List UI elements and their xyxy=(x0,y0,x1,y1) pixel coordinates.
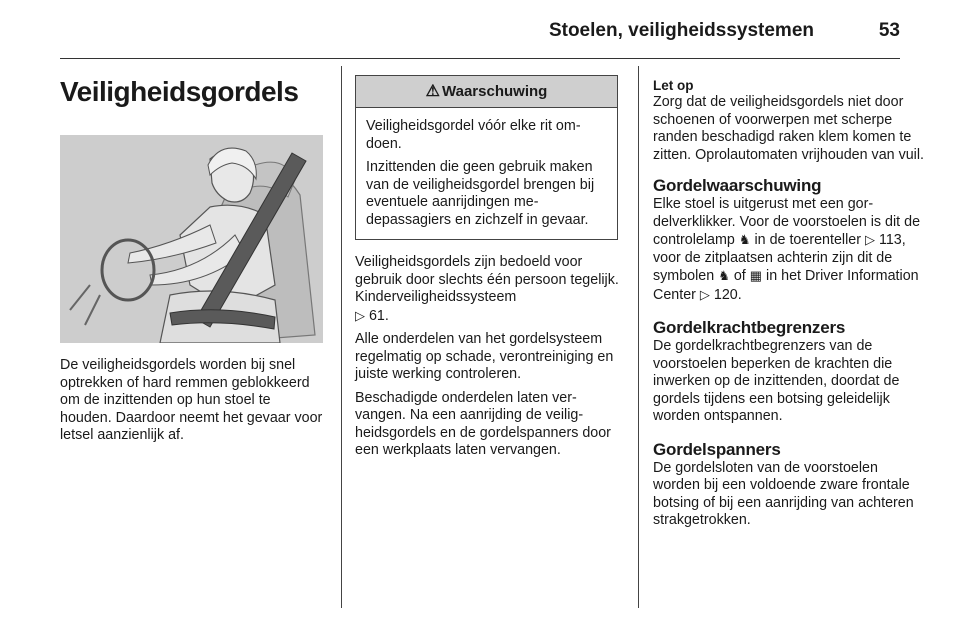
belt-warning-text-b: in de toerenteller xyxy=(754,232,861,248)
page-title: Stoelen, veiligheidssystemen xyxy=(548,20,814,41)
section-pretensioner-title: Gordelspanners xyxy=(653,439,781,459)
column-divider-1 xyxy=(341,66,342,608)
warning-box xyxy=(355,75,618,240)
rear-seat-symbol-icon: ▦ xyxy=(749,268,763,283)
belt-warning-text-c: in het Driver Information Center xyxy=(653,268,919,303)
seatbelt-lamp-icon: ♞ xyxy=(738,232,751,247)
section-force-limiter-text: De gordelkrachtbegrenzers van de voorstoelen beperken de krachten die inwerken op de inzittenden, doordat de gordels tijdens een botsing geleidelijk worden ontspannen. xyxy=(653,338,900,424)
warning-title: Waarschuwing xyxy=(442,83,548,100)
reference-arrow-icon: ▷ xyxy=(355,307,365,323)
page-header xyxy=(60,0,900,60)
section-heading: Veiligheidsgordels xyxy=(60,76,299,107)
page-reference[interactable]: 120. xyxy=(713,286,742,303)
warning-triangle-icon: ⚠ xyxy=(425,83,441,100)
belt-warning-text-a: Elke stoel is uitgerust met een gordelverklikker. Voor de voorstoelen is dit de controlelamp xyxy=(653,196,921,248)
seatbelt-illustration xyxy=(60,135,323,343)
column-3 xyxy=(653,66,924,530)
reference-arrow-icon: ▷ xyxy=(864,232,875,247)
warning-paragraph-1: Veiligheidsgordel vóór elke rit omdoen. xyxy=(366,118,581,152)
section-pretensioner-text: De gordelsloten van de voorstoelen worden bij een voldoende zware frontale botsing of bij een aanrijding van achteren strakgetrokken. xyxy=(653,459,914,528)
belt-warning-text-ref1: 113, voor de zitplaatsen achterin zijn dit de symbolen xyxy=(653,232,906,284)
paragraph-usage-text: Veiligheidsgordels zijn bedoeld voor gebruik door slechts één persoon tegelijk. Kinderveiligheidssysteem xyxy=(355,254,619,305)
seatbelt-symbol-icon: ♞ xyxy=(718,268,730,283)
header-rule xyxy=(60,58,900,59)
column-1 xyxy=(60,66,326,451)
section-belt-warning-text xyxy=(653,196,924,304)
section-force-limiter-title: Gordelkrachtbegrenzers xyxy=(653,318,846,337)
page-number: 53 xyxy=(878,20,900,41)
paragraph-replace: Beschadigde onderdelen laten vervangen. Na een aanrijding de veiligheidsgordels en de gordelspanners door een werkplaats laten vervangen. xyxy=(355,389,611,458)
note-heading: Let op xyxy=(653,78,694,93)
warning-body xyxy=(356,108,617,239)
belt-warning-of: of xyxy=(733,268,746,284)
reference-arrow-icon: ▷ xyxy=(699,286,710,302)
column-2 xyxy=(355,66,622,466)
column-divider-2 xyxy=(638,66,639,608)
warning-header xyxy=(356,76,617,108)
section-belt-warning-title: Gordelwaarschuwing xyxy=(653,176,822,195)
paragraph-usage xyxy=(355,254,622,325)
paragraph-inspection: Alle onderdelen van het gordelsysteem regelmatig op schade, verontreiniging en juiste werking controleren. xyxy=(355,331,614,382)
caption-text: De veiligheidsgordels worden bij snel optrekken of hard remmen geblokkeerd om de inzittenden op hun stoel te houden. Daardoor neemt het gevaar voor letsel aanzienlijk af. xyxy=(60,357,323,443)
warning-paragraph-2: Inzittenden die geen gebruik maken van de veiligheidsgordel brengen bij eventuele aanrijdingen medepassagiers en zichzelf in gevaar. xyxy=(366,159,595,228)
page-reference[interactable]: 61. xyxy=(368,307,389,324)
note-text: Zorg dat de veiligheidsgordels niet door schoenen of voorwerpen met scherpe randen beschadigd raken klem komen te zitten. Oprolautomaten vrijhouden van vuil. xyxy=(653,94,924,163)
